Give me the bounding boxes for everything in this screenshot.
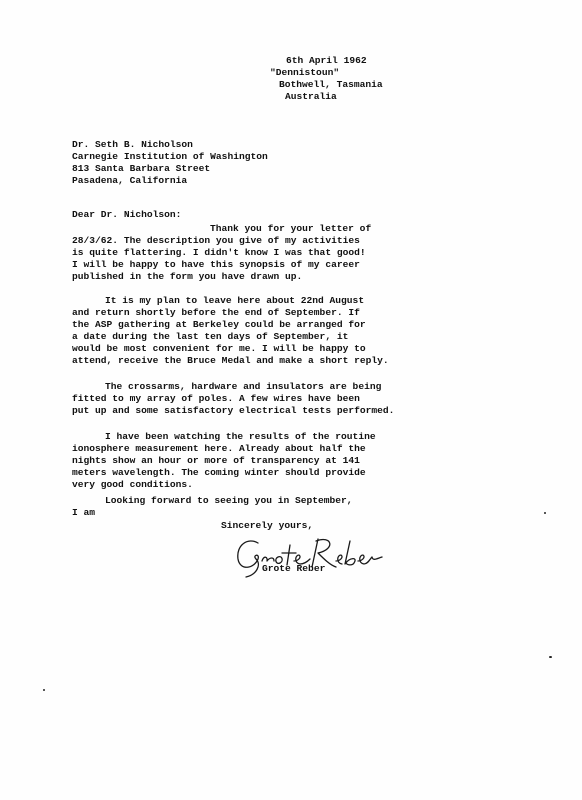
scan-speck (544, 512, 546, 514)
body-line: ionosphere measurement here. Already about half the (72, 443, 366, 454)
recipient-street: 813 Santa Barbara Street (72, 163, 211, 174)
body-line: I have been watching the results of the routine (105, 431, 376, 442)
recipient-name: Dr. Seth B. Nicholson (72, 139, 193, 150)
body-line: Looking forward to seeing you in September, (105, 495, 353, 506)
body-line: published in the form you have drawn up. (72, 271, 303, 282)
body-line: attend, receive the Bruce Medal and make a short reply. (72, 355, 389, 366)
sender-house-name: "Dennistoun" (270, 67, 340, 78)
body-line: is quite flattering. I didn't know I was that good! (72, 247, 366, 258)
sender-country: Australia (285, 91, 337, 102)
body-line: nights show an hour or more of transparency at 141 (72, 455, 360, 466)
scan-speck (43, 689, 45, 691)
scan-speck (549, 656, 552, 658)
body-line: The crossarms, hardware and insulators are being (105, 381, 382, 392)
recipient-organization: Carnegie Institution of Washington (72, 151, 268, 162)
closing: Sincerely yours, (221, 520, 314, 531)
sender-town: Bothwell, Tasmania (279, 79, 383, 90)
body-line: meters wavelength. The coming winter should provide (72, 467, 366, 478)
body-line: It is my plan to leave here about 22nd August (105, 295, 365, 306)
salutation: Dear Dr. Nicholson: (72, 209, 182, 220)
body-line: would be most convenient for me. I will be happy to (72, 343, 366, 354)
body-line: a date during the last ten days of September, it (72, 331, 349, 342)
body-line: fitted to my array of poles. A few wires have been (72, 393, 360, 404)
body-line: the ASP gathering at Berkeley could be arranged for (72, 319, 366, 330)
body-line: 28/3/62. The description you give of my activities (72, 235, 360, 246)
typed-signatory-name: Grote Reber (262, 563, 326, 574)
body-line: Thank you for your letter of (210, 223, 372, 234)
body-line: I am (72, 507, 96, 518)
body-line: I will be happy to have this synopsis of my career (72, 259, 360, 270)
recipient-city: Pasadena, California (72, 175, 188, 186)
letter-date: 6th April 1962 (286, 55, 367, 66)
body-line: and return shortly before the end of September. If (72, 307, 360, 318)
body-line: very good conditions. (72, 479, 193, 490)
body-line: put up and some satisfactory electrical tests performed. (72, 405, 395, 416)
